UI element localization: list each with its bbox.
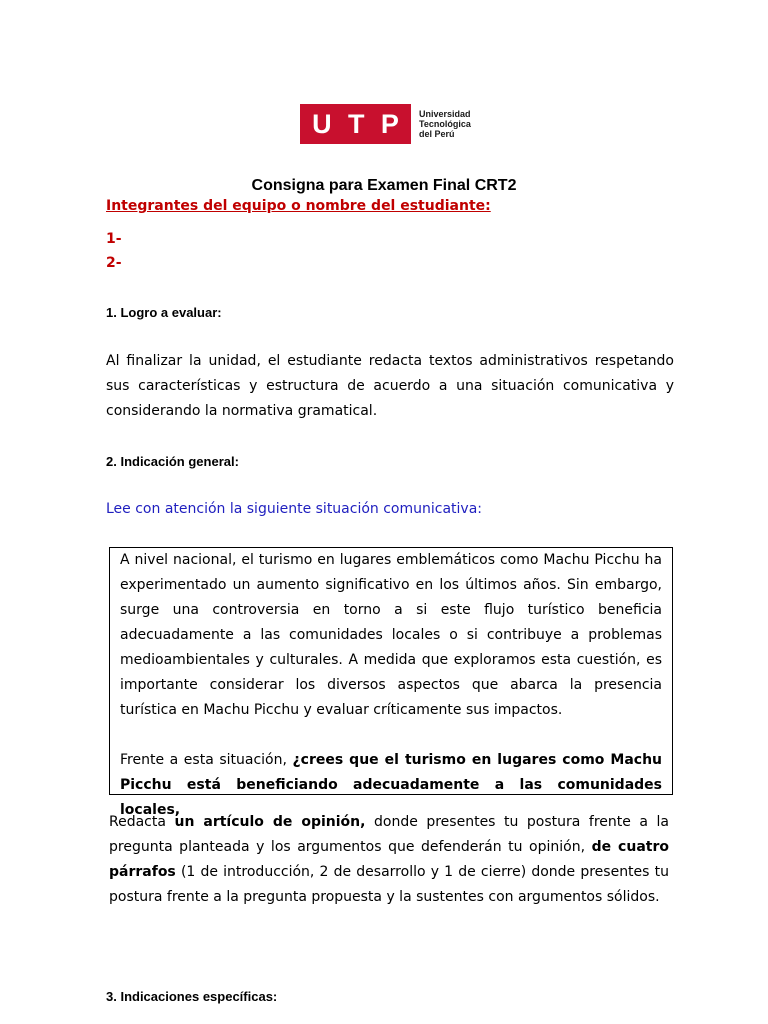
task-part: Redacta: [109, 814, 175, 830]
question-intro: Frente a esta situación,: [120, 752, 293, 768]
instruction-text: Lee con atención la siguiente situación comunicativa:: [106, 501, 483, 517]
task-text: [109, 810, 669, 910]
logo-letter: T: [347, 108, 365, 139]
student-item-2: 2-: [106, 255, 122, 271]
task-bold: de cuatro párrafos: [109, 839, 669, 880]
situation-text: A nivel nacional, el turismo en lugares emblemáticos como Machu Picchu ha experimentado un aumento significativo en los últimos años. Sin embargo, surge una controversia en torno a si este flujo turístico beneficia adecuadamente a las comunidades locales o si contribuye a problemas medioambientales y culturales. A medida que exploramos esta cuestión, es importante considerar los diversos aspectos que abarca la presencia turística en Machu Picchu y evaluar críticamente sus impactos.: [120, 552, 662, 718]
task-part: donde presentes tu postura frente a la pregunta planteada y los argumentos que defenderán tu opinión,: [109, 814, 669, 855]
logo-line: del Perú: [419, 129, 455, 139]
section-2-heading: 2. Indicación general:: [106, 454, 239, 469]
task-part: (1 de introducción, 2 de desarrollo y 1 de cierre) donde presentes tu postura frente a la pregunta propuesta y la sustentes con argumentos sólidos.: [109, 864, 669, 905]
utp-logo: [300, 104, 471, 144]
student-item-1: 1-: [106, 231, 122, 247]
section-3-heading: 3. Indicaciones específicas:: [106, 989, 278, 1004]
logo-mark: [300, 104, 411, 144]
logo-letter: P: [380, 108, 399, 139]
logo-line: Tecnológica: [419, 119, 471, 129]
situation-box: [109, 547, 673, 818]
logo-letter: U: [312, 108, 332, 139]
question-bold: ¿crees que el turismo en lugares como Machu Picchu está beneficiando adecuadamente a las comunidades locales,: [120, 752, 663, 818]
page-title: Consigna para Examen Final CRT2: [251, 177, 517, 194]
students-label: Integrantes del equipo o nombre del estudiante:: [106, 198, 491, 214]
section-1-heading: 1. Logro a evaluar:: [106, 305, 222, 320]
task-bold: un artículo de opinión,: [174, 814, 366, 830]
logo-line: Universidad: [419, 109, 471, 119]
logo-wordmark: [419, 109, 471, 139]
section-1-text: Al finalizar la unidad, el estudiante redacta textos administrativos respetando sus características y estructura de acuerdo a una situación comunicativa y considerando la normativa gramatical.: [106, 353, 674, 419]
